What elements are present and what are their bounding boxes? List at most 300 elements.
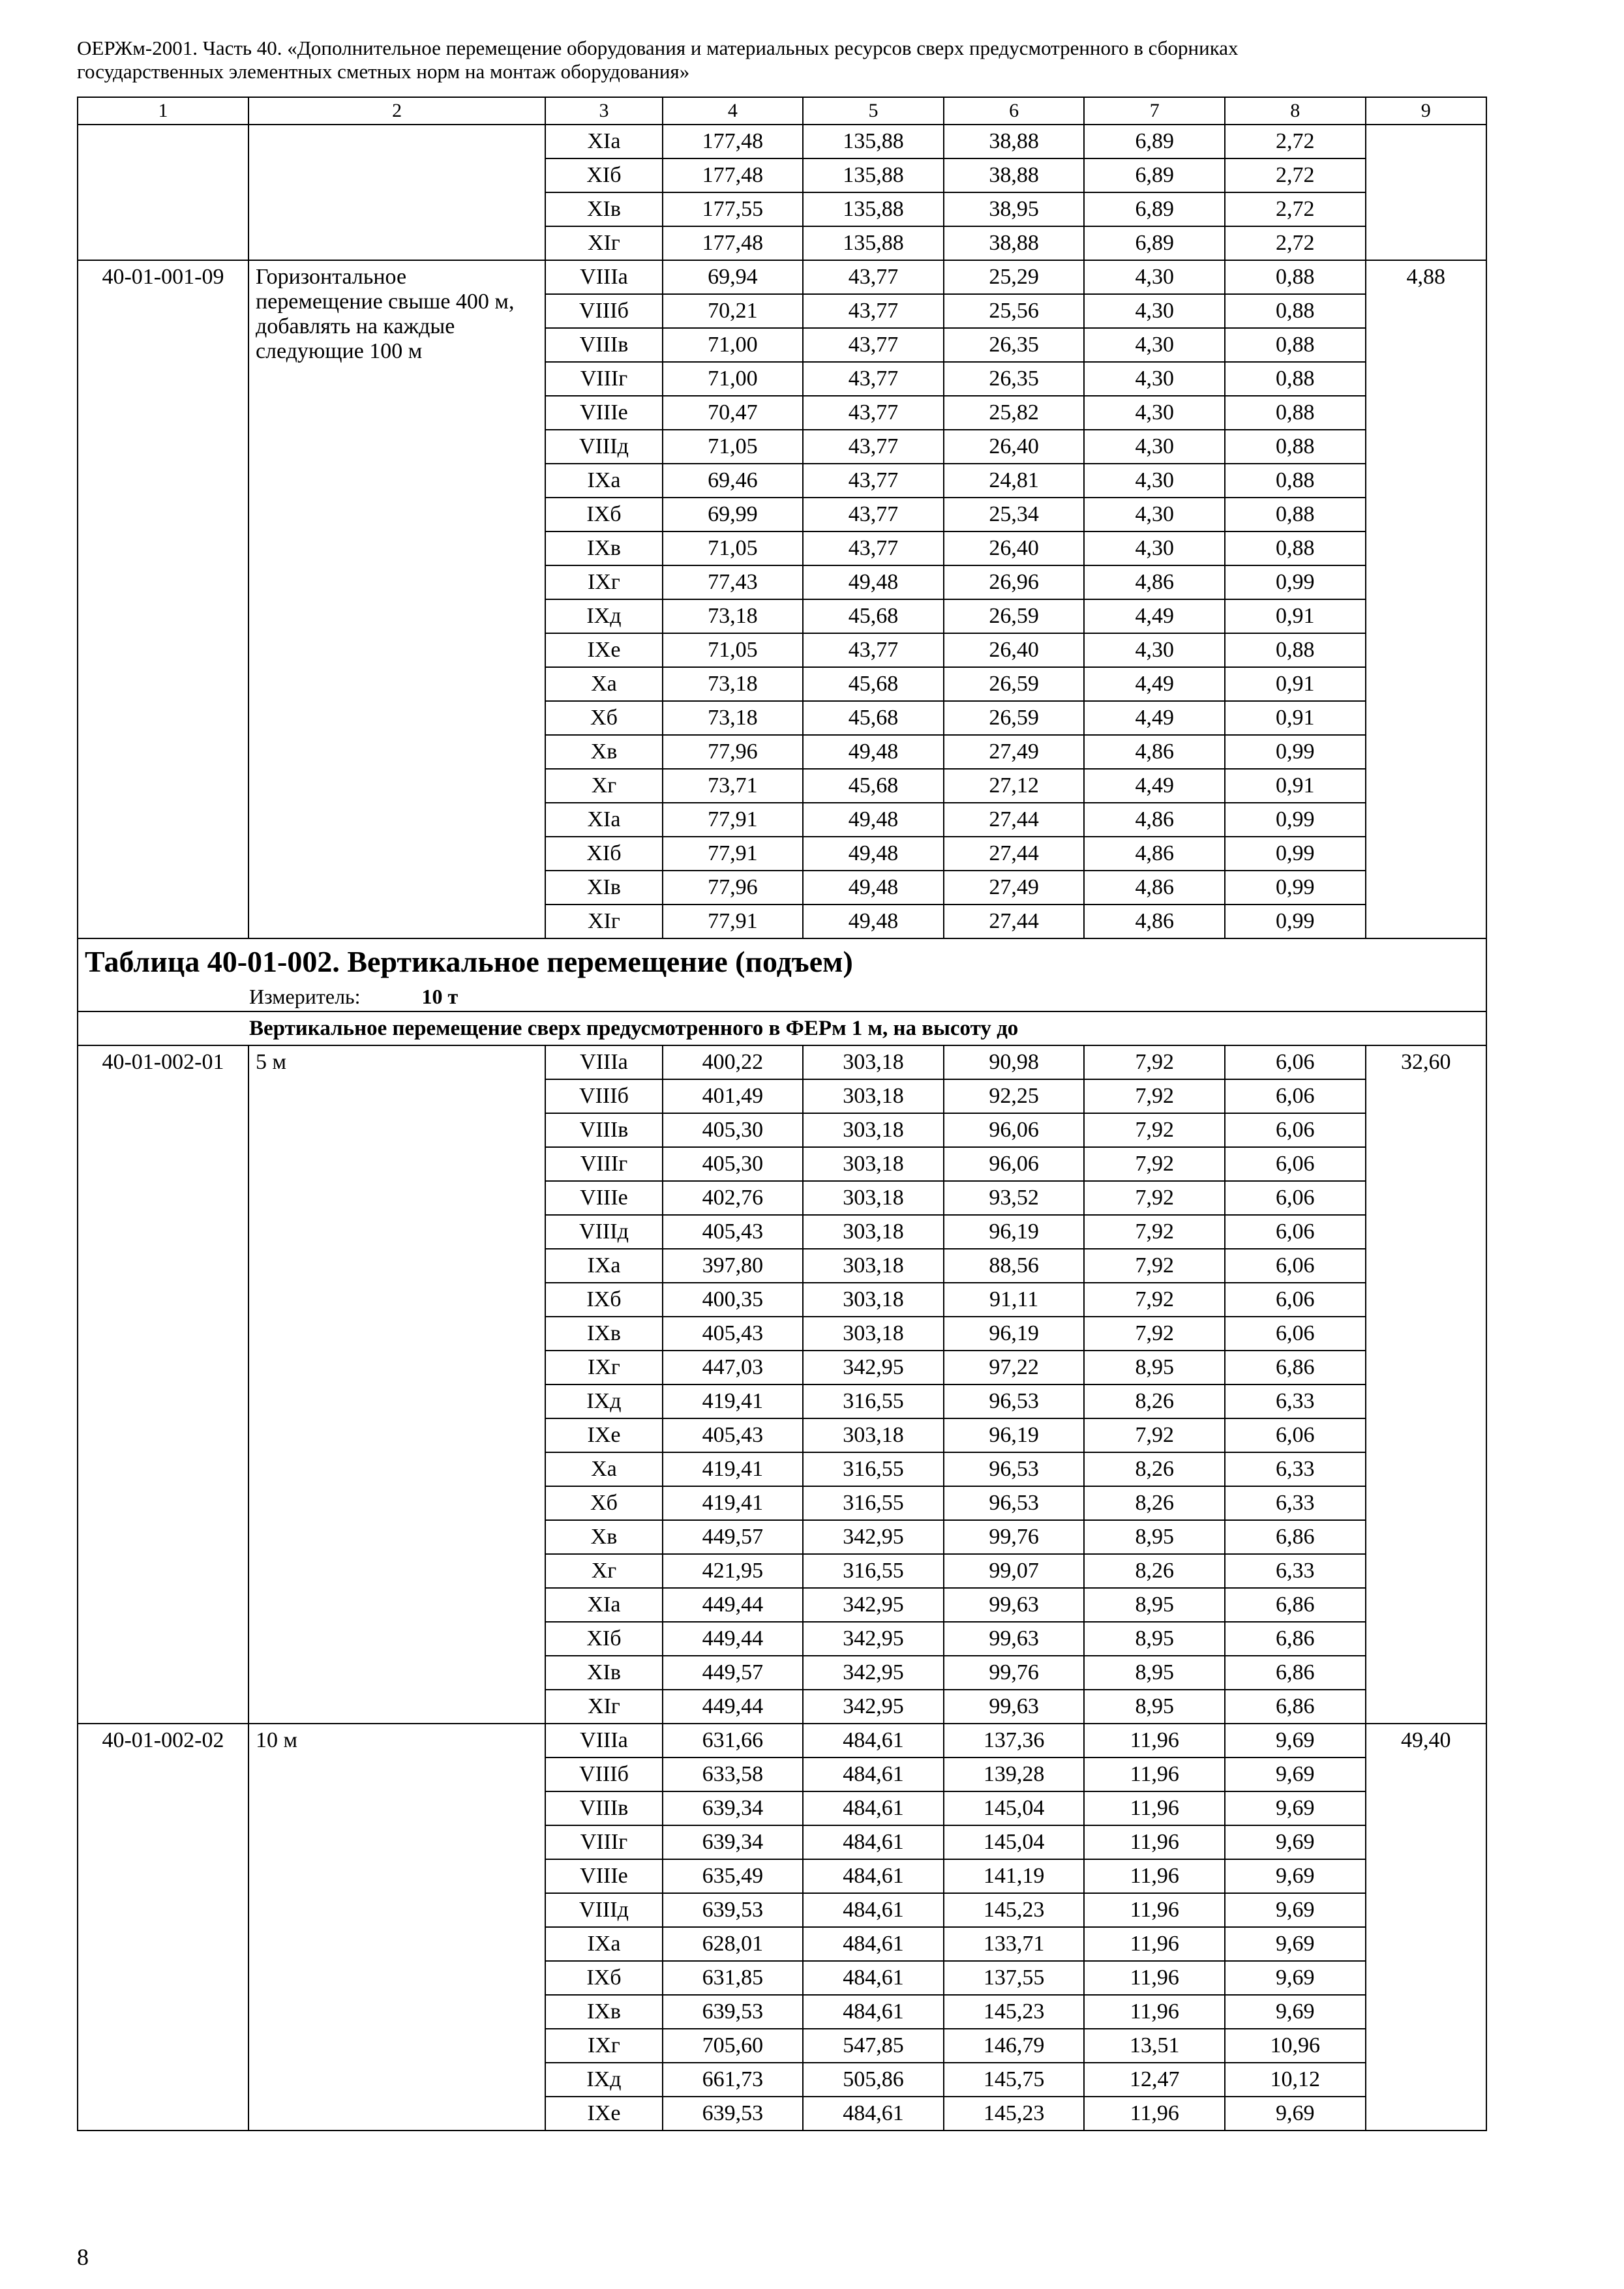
value-cell: 145,23 bbox=[944, 1893, 1085, 1927]
value-cell: 96,06 bbox=[944, 1147, 1085, 1181]
value-cell: 26,35 bbox=[944, 328, 1085, 362]
value-cell: 49,48 bbox=[803, 803, 944, 837]
zone-cell: IXб bbox=[545, 1961, 662, 1995]
value-cell: 6,89 bbox=[1084, 226, 1225, 260]
value-cell: 25,82 bbox=[944, 396, 1085, 430]
zone-cell: XIа bbox=[545, 125, 662, 158]
value-cell: 11,96 bbox=[1084, 1893, 1225, 1927]
zone-cell: VIIIд bbox=[545, 430, 662, 464]
value-cell: 484,61 bbox=[803, 1995, 944, 2029]
value-cell: 38,88 bbox=[944, 226, 1085, 260]
value-cell: 7,92 bbox=[1084, 1045, 1225, 1079]
value-cell: 8,95 bbox=[1084, 1588, 1225, 1622]
value-cell: 45,68 bbox=[803, 769, 944, 803]
value-cell: 27,49 bbox=[944, 871, 1085, 905]
value-cell: 93,52 bbox=[944, 1181, 1085, 1215]
value-cell: 4,30 bbox=[1084, 260, 1225, 294]
value-cell: 6,33 bbox=[1225, 1384, 1366, 1418]
value-cell: 49,48 bbox=[803, 735, 944, 769]
value-cell: 145,23 bbox=[944, 2097, 1085, 2131]
value-cell: 70,21 bbox=[663, 294, 804, 328]
zone-cell: IXе bbox=[545, 1418, 662, 1452]
value-cell: 7,92 bbox=[1084, 1147, 1225, 1181]
value-cell: 43,77 bbox=[803, 498, 944, 531]
zone-cell: IXа bbox=[545, 464, 662, 498]
value-cell: 316,55 bbox=[803, 1486, 944, 1520]
table-row bbox=[78, 1045, 1486, 1079]
value-cell: 26,35 bbox=[944, 362, 1085, 396]
value-cell: 449,44 bbox=[663, 1588, 804, 1622]
value-cell: 0,99 bbox=[1225, 735, 1366, 769]
value-cell: 505,86 bbox=[803, 2063, 944, 2097]
zone-cell: IXа bbox=[545, 1927, 662, 1961]
value-cell: 303,18 bbox=[803, 1283, 944, 1317]
value-cell: 639,53 bbox=[663, 1893, 804, 1927]
value-cell: 342,95 bbox=[803, 1656, 944, 1690]
value-cell: 303,18 bbox=[803, 1113, 944, 1147]
norm-code: 40-01-002-01 bbox=[78, 1045, 248, 1724]
subheader: Вертикальное перемещение сверх предусмотренного в ФЕРм 1 м, на высоту до bbox=[78, 1011, 1486, 1045]
zone-cell: IXг bbox=[545, 2029, 662, 2063]
zone-cell: IXе bbox=[545, 633, 662, 667]
zone-cell: IXв bbox=[545, 531, 662, 565]
value-cell: 71,05 bbox=[663, 430, 804, 464]
table-row bbox=[78, 1724, 1486, 1758]
zone-cell: IXа bbox=[545, 1249, 662, 1283]
value-cell: 661,73 bbox=[663, 2063, 804, 2097]
value-cell: 177,55 bbox=[663, 192, 804, 226]
value-cell: 177,48 bbox=[663, 158, 804, 192]
value-cell: 45,68 bbox=[803, 667, 944, 701]
value-cell: 9,69 bbox=[1225, 1995, 1366, 2029]
value-cell: 145,23 bbox=[944, 1995, 1085, 2029]
value-cell: 6,06 bbox=[1225, 1113, 1366, 1147]
value-cell: 99,63 bbox=[944, 1622, 1085, 1656]
value-cell: 303,18 bbox=[803, 1249, 944, 1283]
value-cell: 400,35 bbox=[663, 1283, 804, 1317]
value-cell: 26,40 bbox=[944, 633, 1085, 667]
value-cell: 7,92 bbox=[1084, 1113, 1225, 1147]
value-cell: 88,56 bbox=[944, 1249, 1085, 1283]
value-cell: 8,26 bbox=[1084, 1384, 1225, 1418]
value-cell: 4,30 bbox=[1084, 362, 1225, 396]
value-cell: 43,77 bbox=[803, 328, 944, 362]
value-cell: 26,59 bbox=[944, 701, 1085, 735]
value-cell: 0,88 bbox=[1225, 396, 1366, 430]
value-cell: 71,05 bbox=[663, 531, 804, 565]
table-row bbox=[78, 125, 1486, 158]
value-cell: 316,55 bbox=[803, 1384, 944, 1418]
value-cell: 0,88 bbox=[1225, 498, 1366, 531]
value-cell: 419,41 bbox=[663, 1384, 804, 1418]
value-cell: 421,95 bbox=[663, 1554, 804, 1588]
value-cell: 96,53 bbox=[944, 1452, 1085, 1486]
zone-cell: VIIIв bbox=[545, 328, 662, 362]
value-cell: 73,71 bbox=[663, 769, 804, 803]
zone-cell: VIIIб bbox=[545, 1079, 662, 1113]
value-cell: 135,88 bbox=[803, 158, 944, 192]
norm-description: 5 м bbox=[248, 1045, 545, 1724]
value-cell: 135,88 bbox=[803, 125, 944, 158]
measure bbox=[78, 982, 1486, 1011]
value-cell: 43,77 bbox=[803, 464, 944, 498]
zone-cell: VIIIе bbox=[545, 1181, 662, 1215]
value-cell: 484,61 bbox=[803, 1859, 944, 1893]
value-cell: 0,99 bbox=[1225, 565, 1366, 599]
value-cell: 49,48 bbox=[803, 905, 944, 938]
column-number: 9 bbox=[1366, 97, 1486, 125]
value-cell: 77,91 bbox=[663, 803, 804, 837]
value-cell: 77,43 bbox=[663, 565, 804, 599]
extra-value: 32,60 bbox=[1366, 1045, 1486, 1724]
norm-description: 10 м bbox=[248, 1724, 545, 2131]
value-cell: 137,55 bbox=[944, 1961, 1085, 1995]
column-number: 6 bbox=[944, 97, 1085, 125]
value-cell: 484,61 bbox=[803, 1724, 944, 1758]
value-cell: 69,46 bbox=[663, 464, 804, 498]
value-cell: 7,92 bbox=[1084, 1283, 1225, 1317]
value-cell: 145,04 bbox=[944, 1791, 1085, 1825]
value-cell: 73,18 bbox=[663, 701, 804, 735]
value-cell: 6,89 bbox=[1084, 192, 1225, 226]
zone-cell: XIв bbox=[545, 1656, 662, 1690]
value-cell: 43,77 bbox=[803, 531, 944, 565]
value-cell: 6,86 bbox=[1225, 1690, 1366, 1724]
value-cell: 4,86 bbox=[1084, 871, 1225, 905]
document-header bbox=[77, 37, 1486, 83]
value-cell: 91,11 bbox=[944, 1283, 1085, 1317]
table-body bbox=[78, 97, 1486, 2131]
zone-cell: VIIIе bbox=[545, 1859, 662, 1893]
value-cell: 2,72 bbox=[1225, 158, 1366, 192]
value-cell: 70,47 bbox=[663, 396, 804, 430]
value-cell: 6,33 bbox=[1225, 1554, 1366, 1588]
value-cell: 9,69 bbox=[1225, 1927, 1366, 1961]
value-cell: 73,18 bbox=[663, 667, 804, 701]
value-cell: 27,12 bbox=[944, 769, 1085, 803]
zone-cell: VIIIа bbox=[545, 1045, 662, 1079]
value-cell: 6,06 bbox=[1225, 1249, 1366, 1283]
column-number: 8 bbox=[1225, 97, 1366, 125]
value-cell: 400,22 bbox=[663, 1045, 804, 1079]
value-cell: 484,61 bbox=[803, 1825, 944, 1859]
zone-cell: IXг bbox=[545, 1351, 662, 1384]
value-cell: 137,36 bbox=[944, 1724, 1085, 1758]
value-cell: 26,59 bbox=[944, 667, 1085, 701]
zone-cell: XIг bbox=[545, 226, 662, 260]
value-cell: 26,40 bbox=[944, 531, 1085, 565]
value-cell: 96,53 bbox=[944, 1486, 1085, 1520]
value-cell: 27,44 bbox=[944, 803, 1085, 837]
value-cell: 97,22 bbox=[944, 1351, 1085, 1384]
value-cell: 6,06 bbox=[1225, 1045, 1366, 1079]
value-cell: 45,68 bbox=[803, 701, 944, 735]
value-cell: 405,43 bbox=[663, 1418, 804, 1452]
subheader-row bbox=[78, 1011, 1486, 1045]
zone-cell: VIIIб bbox=[545, 1758, 662, 1791]
column-number: 3 bbox=[545, 97, 662, 125]
value-cell: 77,91 bbox=[663, 837, 804, 871]
zone-cell: VIIIб bbox=[545, 294, 662, 328]
value-cell: 4,86 bbox=[1084, 735, 1225, 769]
value-cell: 99,63 bbox=[944, 1588, 1085, 1622]
value-cell: 7,92 bbox=[1084, 1215, 1225, 1249]
value-cell: 6,06 bbox=[1225, 1283, 1366, 1317]
zone-cell: VIIIа bbox=[545, 1724, 662, 1758]
norm-code bbox=[78, 125, 248, 260]
value-cell: 449,44 bbox=[663, 1690, 804, 1724]
column-number: 2 bbox=[248, 97, 545, 125]
extra-value: 4,88 bbox=[1366, 260, 1486, 938]
value-cell: 38,88 bbox=[944, 158, 1085, 192]
value-cell: 145,04 bbox=[944, 1825, 1085, 1859]
value-cell: 6,06 bbox=[1225, 1147, 1366, 1181]
zone-cell: XIг bbox=[545, 905, 662, 938]
value-cell: 9,69 bbox=[1225, 1724, 1366, 1758]
value-cell: 9,69 bbox=[1225, 1859, 1366, 1893]
value-cell: 4,30 bbox=[1084, 396, 1225, 430]
value-cell: 6,86 bbox=[1225, 1622, 1366, 1656]
measure-row bbox=[78, 982, 1486, 1011]
value-cell: 0,88 bbox=[1225, 260, 1366, 294]
column-number: 7 bbox=[1084, 97, 1225, 125]
value-cell: 484,61 bbox=[803, 1791, 944, 1825]
value-cell: 10,96 bbox=[1225, 2029, 1366, 2063]
value-cell: 447,03 bbox=[663, 1351, 804, 1384]
value-cell: 342,95 bbox=[803, 1520, 944, 1554]
value-cell: 26,96 bbox=[944, 565, 1085, 599]
value-cell: 27,49 bbox=[944, 735, 1085, 769]
value-cell: 71,05 bbox=[663, 633, 804, 667]
zone-cell: IXв bbox=[545, 1317, 662, 1351]
value-cell: 4,30 bbox=[1084, 633, 1225, 667]
value-cell: 342,95 bbox=[803, 1690, 944, 1724]
value-cell: 26,59 bbox=[944, 599, 1085, 633]
value-cell: 135,88 bbox=[803, 226, 944, 260]
value-cell: 7,92 bbox=[1084, 1079, 1225, 1113]
value-cell: 484,61 bbox=[803, 1927, 944, 1961]
header-line-2: государственных элементных сметных норм на монтаж оборудования» bbox=[77, 60, 690, 83]
value-cell: 4,49 bbox=[1084, 599, 1225, 633]
value-cell: 177,48 bbox=[663, 125, 804, 158]
value-cell: 8,95 bbox=[1084, 1690, 1225, 1724]
value-cell: 8,95 bbox=[1084, 1622, 1225, 1656]
value-cell: 405,43 bbox=[663, 1317, 804, 1351]
column-number: 5 bbox=[803, 97, 944, 125]
value-cell: 419,41 bbox=[663, 1486, 804, 1520]
value-cell: 96,19 bbox=[944, 1317, 1085, 1351]
zone-cell: IXб bbox=[545, 1283, 662, 1317]
value-cell: 43,77 bbox=[803, 260, 944, 294]
value-cell: 43,77 bbox=[803, 430, 944, 464]
zone-cell: XIв bbox=[545, 871, 662, 905]
zone-cell: Xа bbox=[545, 667, 662, 701]
value-cell: 397,80 bbox=[663, 1249, 804, 1283]
value-cell: 4,86 bbox=[1084, 837, 1225, 871]
value-cell: 43,77 bbox=[803, 362, 944, 396]
value-cell: 9,69 bbox=[1225, 1825, 1366, 1859]
value-cell: 27,44 bbox=[944, 837, 1085, 871]
table-row bbox=[78, 260, 1486, 294]
value-cell: 2,72 bbox=[1225, 226, 1366, 260]
zone-cell: IXд bbox=[545, 2063, 662, 2097]
zone-cell: Xв bbox=[545, 1520, 662, 1554]
value-cell: 99,63 bbox=[944, 1690, 1085, 1724]
zone-cell: XIв bbox=[545, 192, 662, 226]
value-cell: 303,18 bbox=[803, 1317, 944, 1351]
value-cell: 12,47 bbox=[1084, 2063, 1225, 2097]
extra-value: 49,40 bbox=[1366, 1724, 1486, 2131]
value-cell: 77,96 bbox=[663, 735, 804, 769]
zone-cell: XIг bbox=[545, 1690, 662, 1724]
value-cell: 11,96 bbox=[1084, 1825, 1225, 1859]
value-cell: 405,30 bbox=[663, 1113, 804, 1147]
norm-description bbox=[248, 125, 545, 260]
value-cell: 11,96 bbox=[1084, 1724, 1225, 1758]
value-cell: 45,68 bbox=[803, 599, 944, 633]
value-cell: 9,69 bbox=[1225, 1893, 1366, 1927]
value-cell: 135,88 bbox=[803, 192, 944, 226]
zone-cell: VIIIг bbox=[545, 1825, 662, 1859]
value-cell: 0,88 bbox=[1225, 633, 1366, 667]
value-cell: 6,06 bbox=[1225, 1181, 1366, 1215]
value-cell: 401,49 bbox=[663, 1079, 804, 1113]
value-cell: 0,91 bbox=[1225, 769, 1366, 803]
zone-cell: VIIIг bbox=[545, 1147, 662, 1181]
value-cell: 303,18 bbox=[803, 1181, 944, 1215]
value-cell: 11,96 bbox=[1084, 1859, 1225, 1893]
value-cell: 11,96 bbox=[1084, 1791, 1225, 1825]
value-cell: 639,53 bbox=[663, 2097, 804, 2131]
value-cell: 8,95 bbox=[1084, 1656, 1225, 1690]
value-cell: 25,29 bbox=[944, 260, 1085, 294]
value-cell: 4,49 bbox=[1084, 667, 1225, 701]
value-cell: 303,18 bbox=[803, 1079, 944, 1113]
value-cell: 99,07 bbox=[944, 1554, 1085, 1588]
value-cell: 0,99 bbox=[1225, 871, 1366, 905]
value-cell: 484,61 bbox=[803, 1893, 944, 1927]
value-cell: 11,96 bbox=[1084, 1927, 1225, 1961]
value-cell: 77,91 bbox=[663, 905, 804, 938]
value-cell: 139,28 bbox=[944, 1758, 1085, 1791]
value-cell: 631,66 bbox=[663, 1724, 804, 1758]
value-cell: 90,98 bbox=[944, 1045, 1085, 1079]
value-cell: 96,06 bbox=[944, 1113, 1085, 1147]
value-cell: 303,18 bbox=[803, 1215, 944, 1249]
column-number: 1 bbox=[78, 97, 248, 125]
value-cell: 4,30 bbox=[1084, 328, 1225, 362]
value-cell: 8,26 bbox=[1084, 1452, 1225, 1486]
extra-value bbox=[1366, 125, 1486, 260]
value-cell: 0,99 bbox=[1225, 905, 1366, 938]
header-line-1: ОЕРЖм-2001. Часть 40. «Дополнительное перемещение оборудования и материальных ресурсов сверх предусмотренного в сборниках bbox=[77, 37, 1239, 59]
zone-cell: XIб bbox=[545, 837, 662, 871]
value-cell: 4,30 bbox=[1084, 531, 1225, 565]
value-cell: 92,25 bbox=[944, 1079, 1085, 1113]
value-cell: 69,99 bbox=[663, 498, 804, 531]
value-cell: 6,33 bbox=[1225, 1452, 1366, 1486]
value-cell: 7,92 bbox=[1084, 1418, 1225, 1452]
value-cell: 96,19 bbox=[944, 1215, 1085, 1249]
value-cell: 0,99 bbox=[1225, 803, 1366, 837]
value-cell: 77,96 bbox=[663, 871, 804, 905]
value-cell: 449,44 bbox=[663, 1622, 804, 1656]
value-cell: 0,91 bbox=[1225, 701, 1366, 735]
value-cell: 4,86 bbox=[1084, 565, 1225, 599]
value-cell: 177,48 bbox=[663, 226, 804, 260]
value-cell: 0,88 bbox=[1225, 464, 1366, 498]
zone-cell: IXд bbox=[545, 599, 662, 633]
value-cell: 303,18 bbox=[803, 1045, 944, 1079]
zone-cell: IXе bbox=[545, 2097, 662, 2131]
value-cell: 24,81 bbox=[944, 464, 1085, 498]
zone-cell: Xб bbox=[545, 701, 662, 735]
value-cell: 4,30 bbox=[1084, 430, 1225, 464]
value-cell: 639,34 bbox=[663, 1791, 804, 1825]
value-cell: 0,88 bbox=[1225, 362, 1366, 396]
value-cell: 484,61 bbox=[803, 1961, 944, 1995]
value-cell: 4,86 bbox=[1084, 905, 1225, 938]
value-cell: 303,18 bbox=[803, 1147, 944, 1181]
section-title: Таблица 40-01-002. Вертикальное перемещение (подъем) bbox=[78, 938, 1486, 982]
value-cell: 419,41 bbox=[663, 1452, 804, 1486]
value-cell: 49,48 bbox=[803, 837, 944, 871]
value-cell: 639,34 bbox=[663, 1825, 804, 1859]
zone-cell: VIIIд bbox=[545, 1893, 662, 1927]
value-cell: 2,72 bbox=[1225, 125, 1366, 158]
zone-cell: VIIIв bbox=[545, 1791, 662, 1825]
value-cell: 43,77 bbox=[803, 633, 944, 667]
value-cell: 9,69 bbox=[1225, 1791, 1366, 1825]
value-cell: 6,86 bbox=[1225, 1656, 1366, 1690]
value-cell: 10,12 bbox=[1225, 2063, 1366, 2097]
value-cell: 0,88 bbox=[1225, 328, 1366, 362]
value-cell: 342,95 bbox=[803, 1588, 944, 1622]
norm-code: 40-01-002-02 bbox=[78, 1724, 248, 2131]
zone-cell: VIIIг bbox=[545, 362, 662, 396]
value-cell: 6,86 bbox=[1225, 1351, 1366, 1384]
value-cell: 141,19 bbox=[944, 1859, 1085, 1893]
value-cell: 27,44 bbox=[944, 905, 1085, 938]
zone-cell: Xа bbox=[545, 1452, 662, 1486]
zone-cell: VIIIа bbox=[545, 260, 662, 294]
value-cell: 4,49 bbox=[1084, 701, 1225, 735]
zone-cell: Xб bbox=[545, 1486, 662, 1520]
zone-cell: XIб bbox=[545, 158, 662, 192]
value-cell: 26,40 bbox=[944, 430, 1085, 464]
value-cell: 402,76 bbox=[663, 1181, 804, 1215]
value-cell: 4,30 bbox=[1084, 498, 1225, 531]
measure-value: 10 т bbox=[421, 985, 459, 1008]
value-cell: 0,91 bbox=[1225, 599, 1366, 633]
value-cell: 9,69 bbox=[1225, 2097, 1366, 2131]
value-cell: 4,49 bbox=[1084, 769, 1225, 803]
value-cell: 547,85 bbox=[803, 2029, 944, 2063]
value-cell: 316,55 bbox=[803, 1452, 944, 1486]
value-cell: 484,61 bbox=[803, 2097, 944, 2131]
value-cell: 405,30 bbox=[663, 1147, 804, 1181]
zone-cell: Xг bbox=[545, 769, 662, 803]
value-cell: 133,71 bbox=[944, 1927, 1085, 1961]
value-cell: 38,95 bbox=[944, 192, 1085, 226]
zone-cell: XIа bbox=[545, 803, 662, 837]
value-cell: 25,34 bbox=[944, 498, 1085, 531]
value-cell: 8,95 bbox=[1084, 1351, 1225, 1384]
value-cell: 633,58 bbox=[663, 1758, 804, 1791]
value-cell: 96,53 bbox=[944, 1384, 1085, 1418]
value-cell: 342,95 bbox=[803, 1351, 944, 1384]
value-cell: 635,49 bbox=[663, 1859, 804, 1893]
